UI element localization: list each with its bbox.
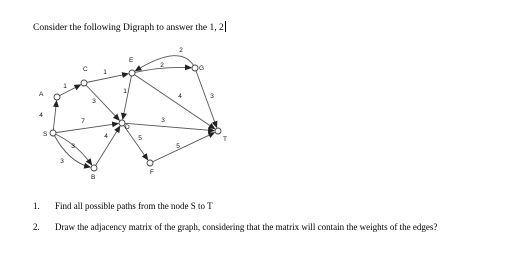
node-label-A: A [39, 91, 44, 98]
edge-G-E [135, 56, 195, 71]
edge-weight-S-A: 4 [39, 112, 43, 119]
node-label-E: E [129, 57, 134, 64]
intro-label: Consider the following Digraph to answer the 1, 2 [33, 23, 224, 33]
node-E [129, 70, 135, 76]
node-label-T: T [223, 136, 227, 143]
edge-weight-C-E: 1 [103, 69, 107, 76]
edge-S-A [53, 101, 57, 133]
question-1-number: 1. [33, 201, 40, 211]
edge-weight-S-B: 3 [71, 143, 75, 150]
edge-weight-E-T: 4 [178, 93, 182, 100]
node-label-S: S [43, 131, 48, 138]
edge-C-D [84, 83, 119, 120]
node-label-B: B [91, 174, 96, 181]
edge-weight-G-T: 3 [210, 93, 214, 100]
node-B [91, 165, 97, 171]
edge-S-D [53, 124, 118, 133]
node-A [54, 94, 60, 100]
node-label-G: G [199, 65, 205, 72]
edge-weight-C-D: 3 [92, 98, 96, 105]
question-2-number: 2. [33, 222, 40, 232]
question-2 [33, 222, 437, 232]
edge-S-B [53, 133, 90, 167]
node-label-F: F [150, 169, 154, 176]
node-C [81, 80, 87, 86]
node-S [50, 130, 56, 136]
node-label-D: D [125, 124, 130, 131]
question-1-text: Find all possible paths from the node S to T [55, 201, 213, 211]
edge-weight-E-D: 1 [123, 88, 127, 95]
edge-weight-B-D: 4 [104, 133, 108, 140]
node-T [215, 128, 221, 134]
node-F [147, 160, 153, 166]
edge-A-C [57, 85, 80, 97]
edge-F-T [150, 133, 214, 163]
edge-weight-G-E: 2 [179, 47, 183, 54]
edge-weight-D-T: 3 [161, 117, 165, 124]
node-label-C: C [83, 66, 88, 73]
edge-weight-A-C: 1 [63, 83, 67, 90]
edge-weight-S-D: 7 [81, 118, 85, 125]
edge-E-D [123, 73, 132, 119]
edge-E-T [132, 73, 215, 129]
edge-weight-E-G: 2 [160, 62, 164, 69]
question-1 [33, 201, 213, 211]
edge-weight-F-T: 5 [176, 143, 180, 150]
edge-D-T [122, 123, 214, 131]
question-2-text: Draw the adjacency matrix of the graph, considering that the matrix will contain the weights of the edges? [55, 222, 438, 232]
edge-weight-S-B: 3 [60, 158, 64, 165]
node-G [192, 65, 198, 71]
edge-weight-D-F: 5 [138, 135, 142, 142]
